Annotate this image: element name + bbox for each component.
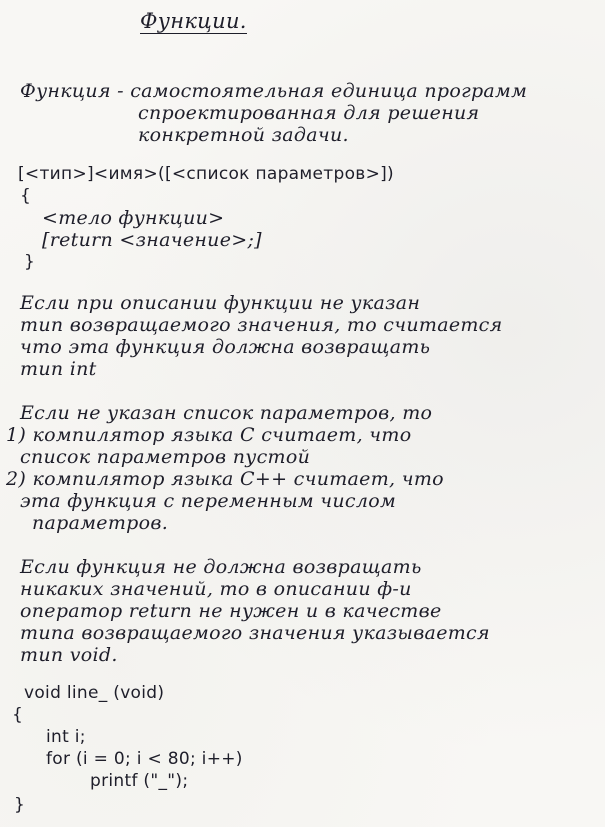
params-line: 1) компилятор языка С считает, что — [6, 424, 412, 446]
void-line: оператор return не нужен и в качестве — [20, 600, 442, 622]
return-type-line: тип int — [20, 358, 97, 380]
example-code-line: printf ("_"); — [90, 771, 189, 791]
return-type-line: Если при описании функции не указан — [20, 292, 421, 314]
void-line: тип void. — [20, 644, 118, 666]
example-code-line: } — [14, 795, 26, 815]
example-code-line: for (i = 0; i < 80; i++) — [46, 749, 243, 769]
return-type-line: что эта функция должна возвращать — [20, 336, 431, 358]
page-title: Функции. — [140, 9, 247, 33]
example-code-line: void line_ (void) — [24, 683, 165, 703]
params-line: Если не указан список параметров, то — [20, 402, 433, 424]
void-line: Если функция не должна возвращать — [20, 556, 422, 578]
return-type-line: тип возвращаемого значения, то считается — [20, 314, 503, 336]
params-line: эта функция с переменным числом — [20, 490, 397, 512]
syntax-open-brace: { — [20, 186, 32, 206]
syntax-close-brace: } — [24, 252, 36, 272]
params-line: 2) компилятор языка С++ считает, что — [6, 468, 444, 490]
void-line: типа возвращаемого значения указывается — [20, 622, 490, 644]
params-line: параметров. — [32, 512, 169, 534]
syntax-body: <тело функции> — [42, 207, 225, 229]
void-line: никаких значений, то в описании ф-и — [20, 578, 412, 600]
params-line: список параметров пустой — [20, 446, 311, 468]
example-code-line: int i; — [46, 727, 86, 747]
syntax-signature: [<тип>]<имя>([<список параметров>]) — [18, 164, 394, 184]
example-code-line: { — [12, 705, 24, 725]
syntax-return: [return <значение>;] — [42, 229, 262, 251]
definition-line: конкретной задачи. — [138, 124, 349, 146]
definition-line: Функция - самостоятельная единица программ — [20, 80, 528, 102]
definition-line: спроектированная для решения — [138, 102, 480, 124]
